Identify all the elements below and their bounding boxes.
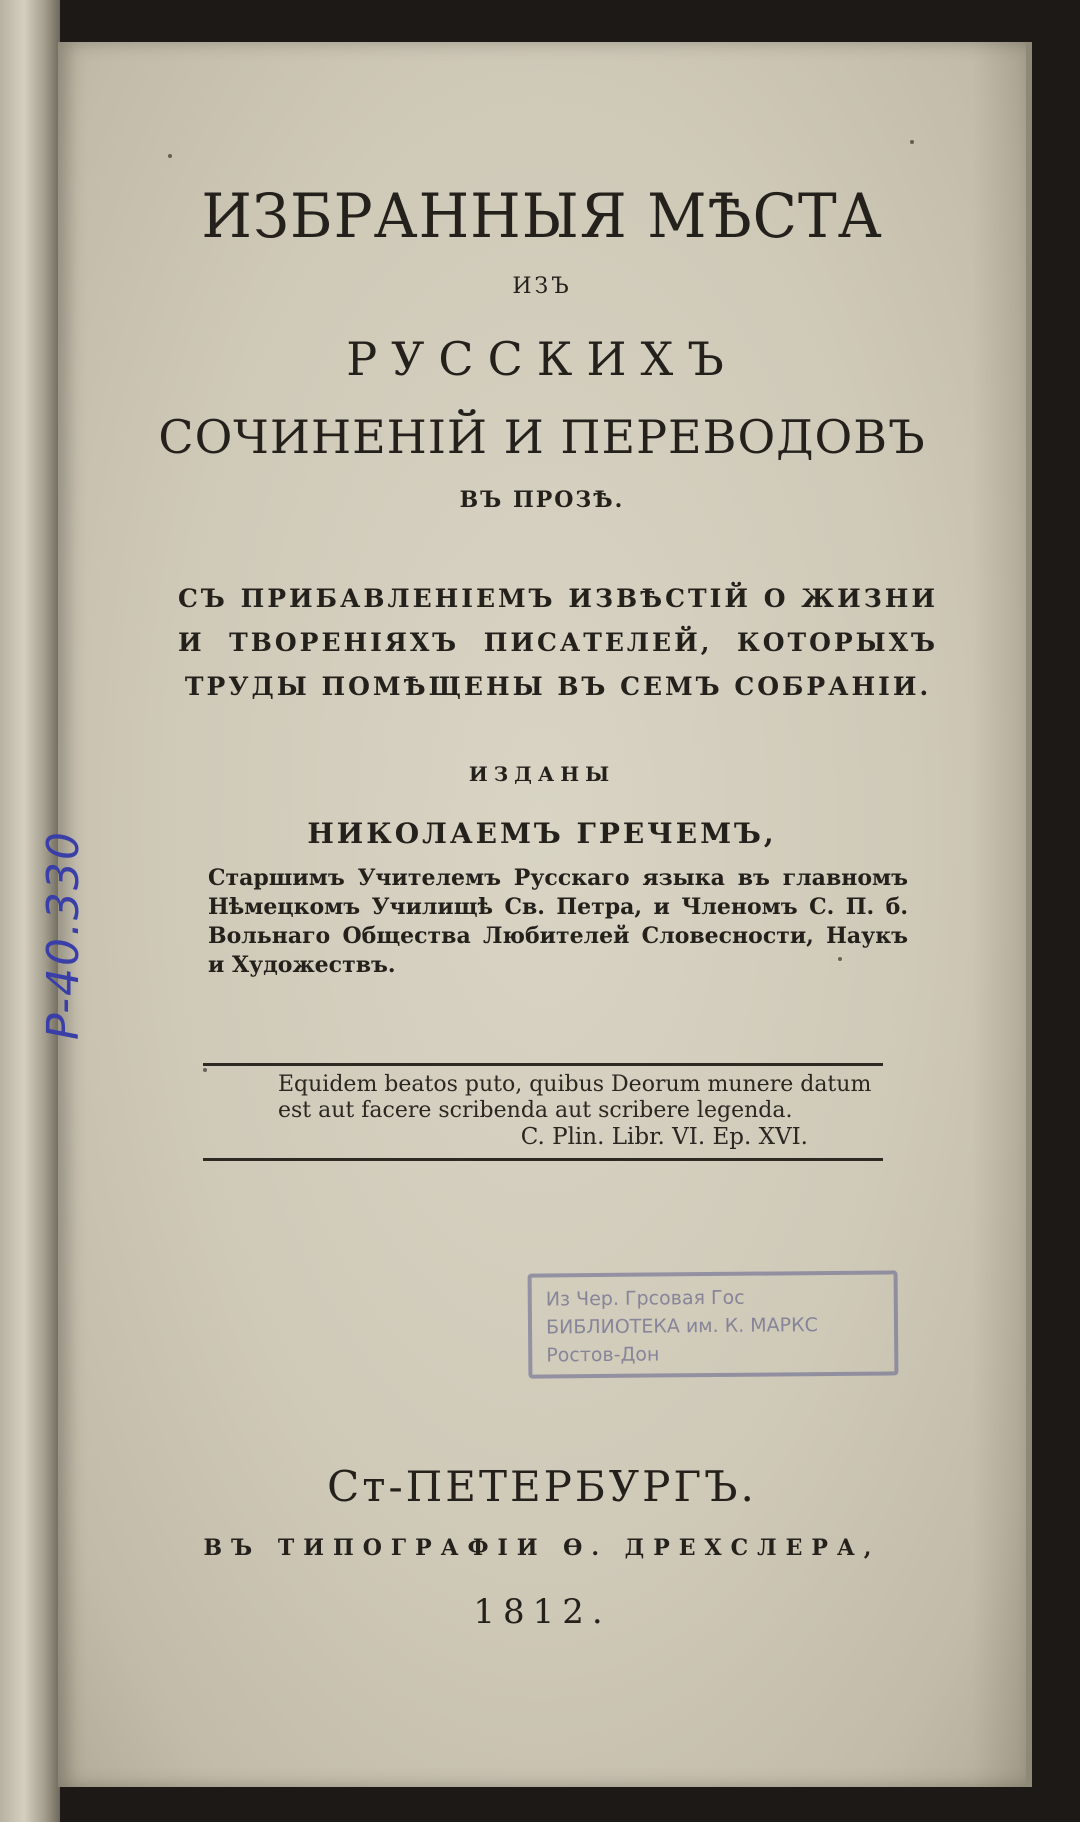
epigraph-citation: C. Plin. Libr. VI. Ep. XVI. <box>520 1124 808 1150</box>
book-title: ИЗБРАННЫЯ МѢСТА <box>201 180 883 252</box>
imprint-year: 1812. <box>473 1592 611 1632</box>
epigraph-rule-top <box>203 1063 883 1066</box>
imprint-printer: ВЪ ТИПОГРАФІИ Ѳ. ДРЕХСЛЕРА, <box>203 1535 881 1561</box>
author-credentials: Старшимъ Учителемъ Русскаго языка въ главномъ Нѣмецкомъ Училищѣ Св. Петра, и Членомъ С. П. б. Вольнаго Общества Любителей Словесности, Наукъ и Художествъ. <box>208 865 908 978</box>
author-name: НИКОЛАЕМЪ ГРЕЧЕМЪ, <box>307 817 777 850</box>
stamp-line: Ростов-Дон <box>546 1343 660 1367</box>
epigraph-line: est aut facere scribenda aut scribere legenda. <box>278 1098 793 1123</box>
epigraph <box>278 1072 878 1150</box>
epigraph-line: Equidem beatos puto, quibus Deorum munere datum <box>278 1072 872 1097</box>
title-russian: РУССКИХЪ <box>346 332 738 386</box>
title-page <box>58 42 1032 1787</box>
book-subtitle: СЪ ПРИБАВЛЕНІЕМЪ ИЗВѢСТІЙ О ЖИЗНИ И ТВОРЕНІЯХЪ ПИСАТЕЛЕЙ, КОТОРЫХЪ ТРУДЫ ПОМѢЩЕНЫ ВЪ СЕМЪ СОБРАНІИ. <box>178 584 938 701</box>
published-by-label: ИЗДАНЫ <box>468 762 616 786</box>
paper-speck <box>168 154 172 158</box>
paper-speck <box>838 957 842 961</box>
page-edge-shadow <box>972 42 1026 1787</box>
title-in-prose: ВЪ ПРОЗѢ. <box>459 487 625 513</box>
handwritten-shelfmark: P-40.330 <box>38 830 89 1040</box>
stamp-line: Из Чер. Грсовая Гос <box>545 1286 745 1311</box>
imprint-city: Ст-ПЕТЕРБУРГЪ. <box>327 1462 757 1511</box>
title-works: СОЧИНЕНІЙ И ПЕРЕВОДОВЪ <box>158 410 926 464</box>
paper-speck <box>203 1068 207 1072</box>
library-stamp <box>528 1270 899 1378</box>
paper-speck <box>910 140 914 144</box>
title-preposition: ИЗЪ <box>512 274 572 299</box>
stamp-line: БИБЛИОТЕКА им. К. МАРКС <box>545 1314 818 1339</box>
epigraph-rule-bottom <box>203 1158 883 1161</box>
